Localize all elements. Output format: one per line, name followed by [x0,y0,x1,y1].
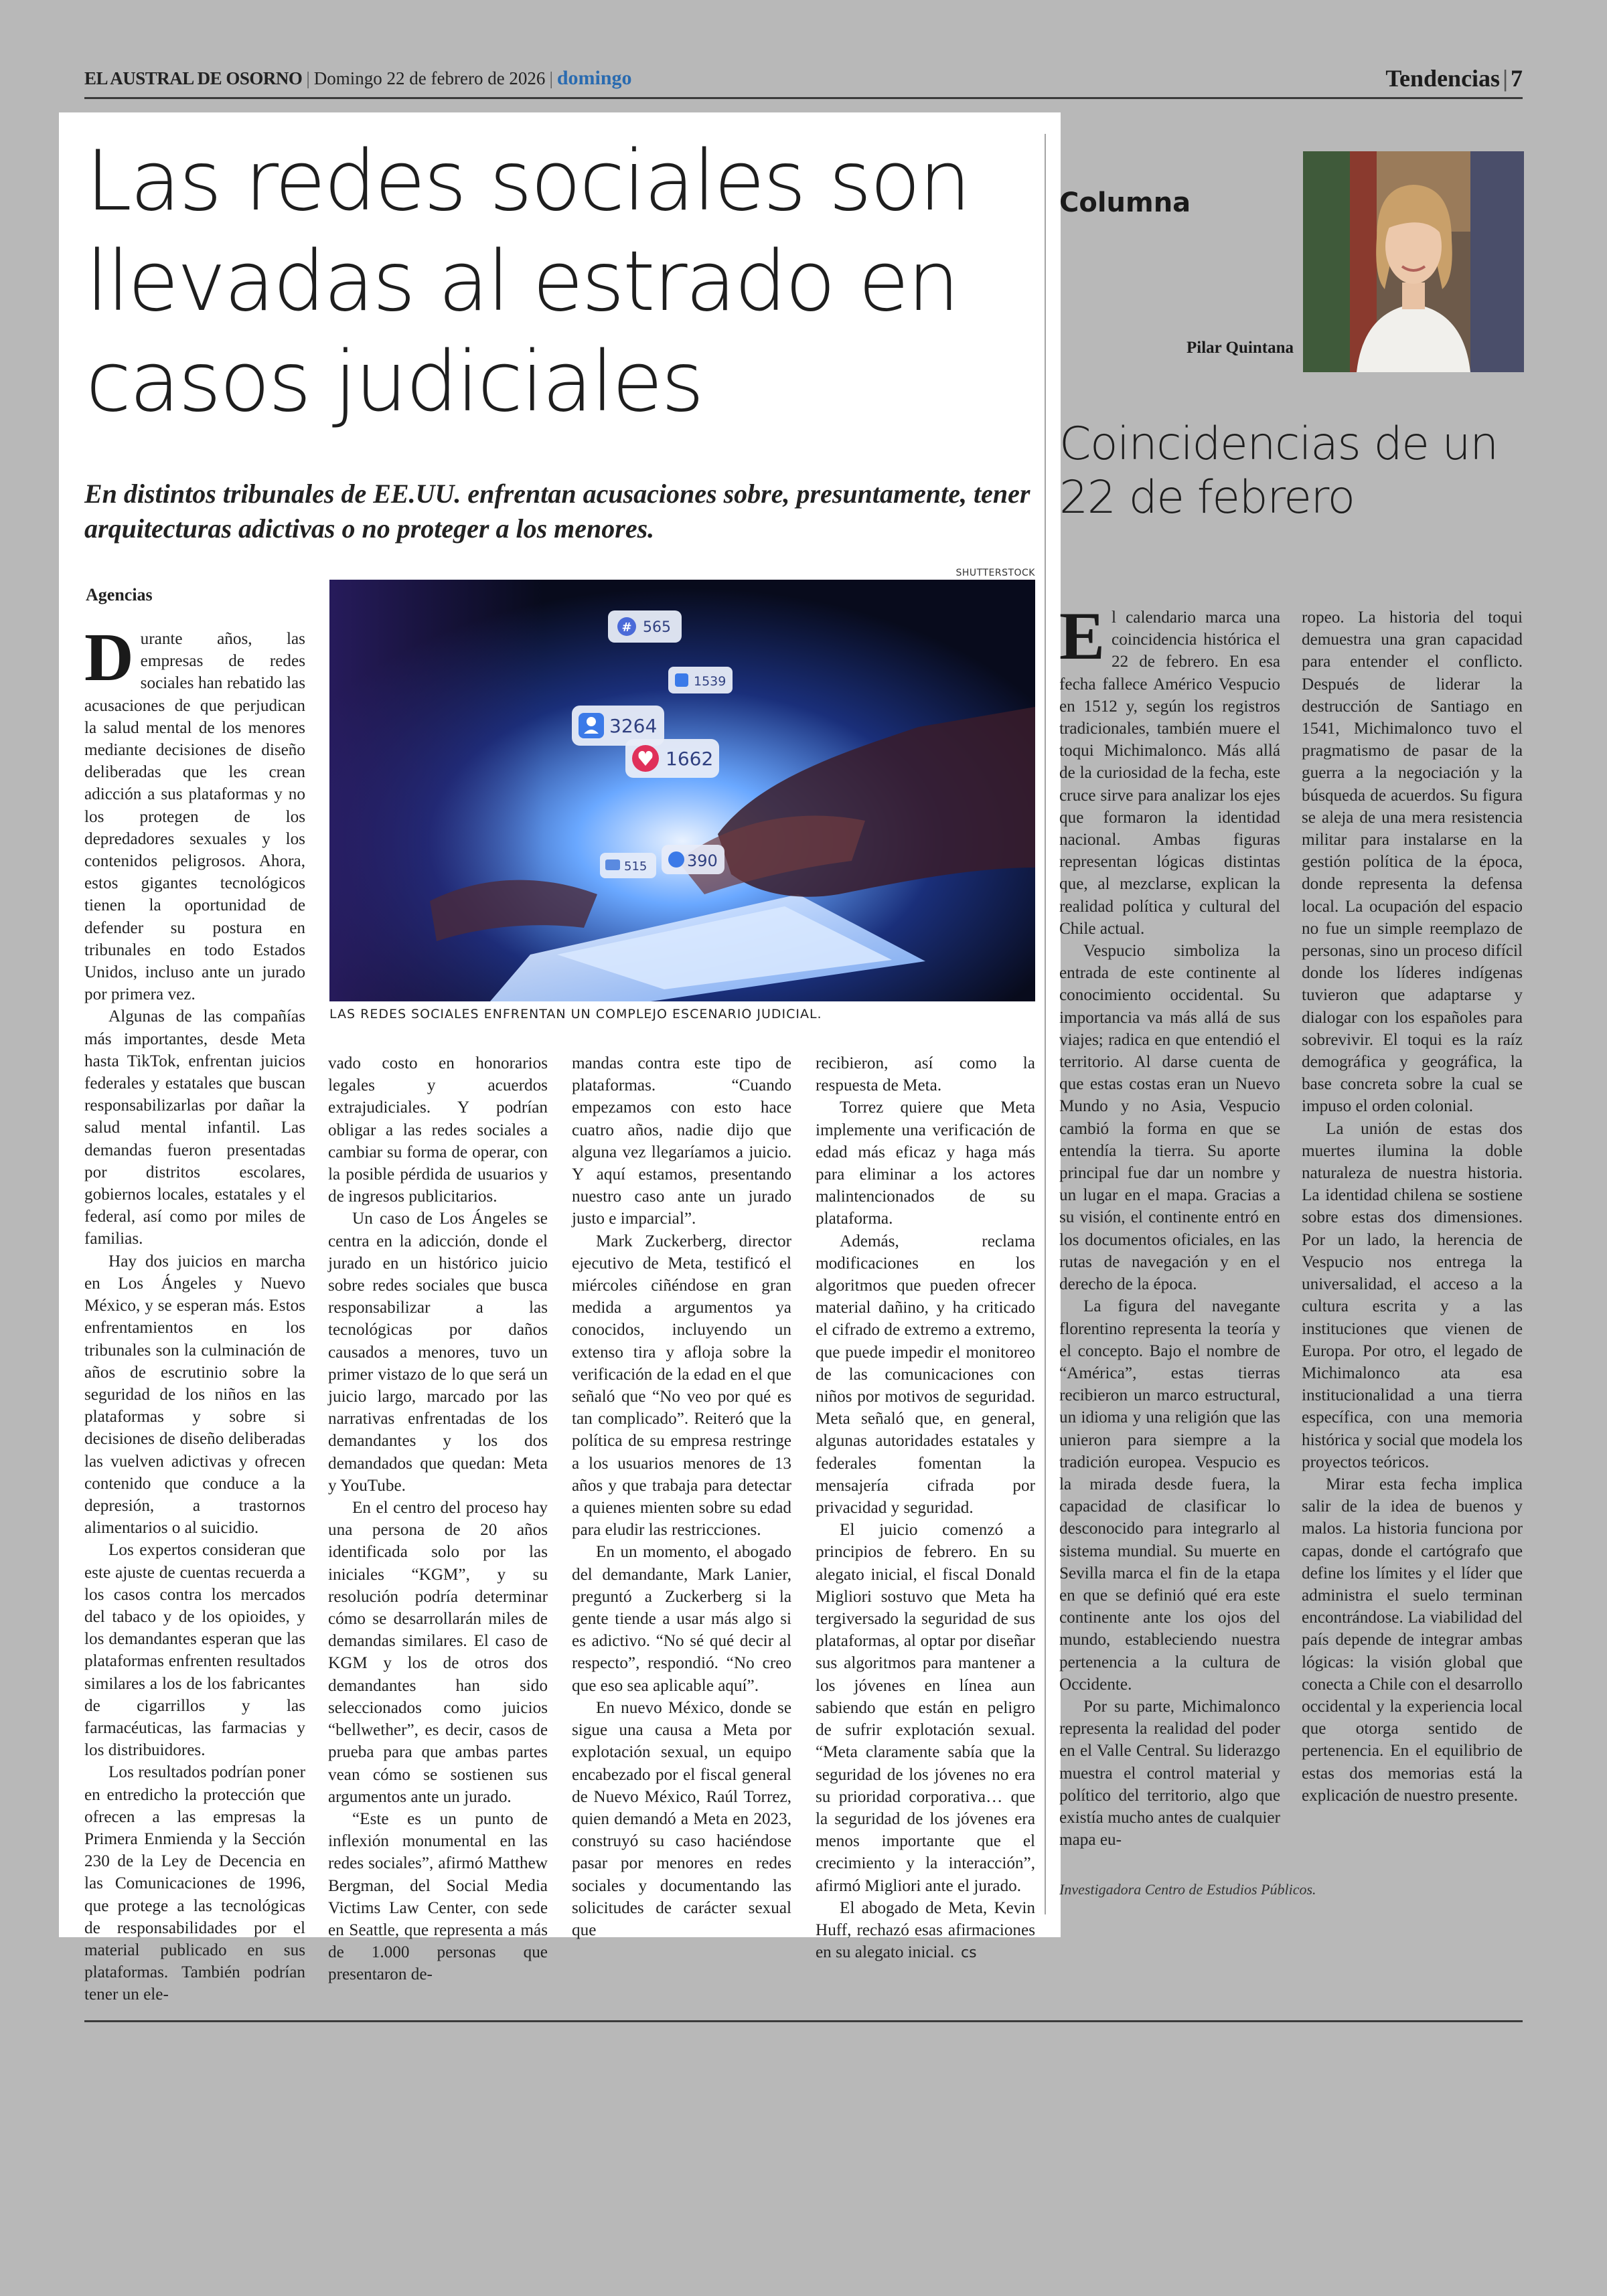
article-paragraph: Hay dos juicios en marcha en Los Ángeles y Nuevo México, y se esperan más. Estos enfrentamientos en los tribunales son la culminación de años de escrutinio sobre la seguridad de los niños en las plataformas y sobre si decisiones de diseño deliberadas las vuelven adictivas y ofrecen contenido que conduce a la depresión, a trastornos alimentarios o al suicidio. [84,1252,305,1538]
likes-count: 1539 [694,674,726,689]
opinion-dropcap: E [1059,598,1105,674]
comment-badge [662,845,724,874]
bottom-rule [84,2020,1523,2022]
opinion-paragraph: Mirar esta fecha implica salir de la idea de buenos y malos. La historia funciona por capas, donde el cartógrafo que define los límites y el líder que administra el suelo terminan encontrándose. La viabilidad del país depende de integrar ambas lógicas: la visión global que conecta a Chile con el desarrollo occidental y la experiencia local que otorga sentido de pertenencia. En el equilibrio de estas dos memorias está la explicación de nuestro presente. [1302,1475,1523,1805]
opinion-label: Columna [1059,187,1191,218]
article-paragraph: Además, reclama modificaciones en los algoritmos que pueden ofrecer material dañino, y ha criticado el cifrado de extremo a extremo, que puede impedir el monitoreo de las comunicaciones con niños por motivos de seguridad. Meta señaló que, en general, algunas autoridades estatales y federales fomentan la mensajería cifrada por privacidad y seguridad. [816,1232,1035,1518]
users-count: 3264 [609,715,658,737]
thumbs-up-badge [668,667,733,693]
hearts-count: 1662 [666,748,714,770]
article-paragraph: mandas contra este tipo de plataformas. “Cuando empezamos con esto hace cuatro años, nadie dijo que alguna vez llegaríamos a juicio. Y aquí estamos, presentando nuestro caso ante un jurado justo e imparcial”. [572,1054,791,1228]
article-paragraph: Mark Zuckerberg, director ejecutivo de Meta, testificó el miércoles ciñéndose en gran medida a argumentos ya conocidos, incluyendo un extenso tira y afloja sobre la verificación de la edad en el que señaló que “No veo por qué es tan complicado”. Reiteró que la política de su empresa restringe a los usuarios menores de 13 años y que trabaja para detectar a quienes mienten sobre su edad para eludir las restricciones. [572,1232,791,1540]
article-deck: En distintos tribunales de EE.UU. enfrentan acusaciones sobre, presuntamente, tener arquitecturas adictivas o no proteger a los menores. [84,479,1030,544]
page-number: 7 [1511,65,1523,92]
article-paragraph: En nuevo México, donde se sigue una causa a Meta por explotación sexual, un equipo encabezado por el fiscal general de Nuevo México, Raúl Torrez, quien demandó a Meta en 2023, construyó su caso haciéndose pasar por menores en redes sociales y documentando las solicitudes de carácter sexual que [572,1698,791,1939]
end-mark-icon: cs [961,1945,977,1962]
article-paragraph: “Este es un punto de inflexión monumental en las redes sociales”, afirmó Matthew Bergman, del Social Media Victims Law Center, con sede en Seattle, que representa a más de 1.000 personas que presentaron de- [328,1809,548,1984]
newspaper-name: EL AUSTRAL DE OSORNO [84,68,303,88]
section-name: domingo [556,67,632,89]
phone-social-media-illustration [329,580,1035,1001]
article-paragraph: En el centro del proceso hay una persona de 20 años identificada solo por las iniciales “KGM”, y su resolución podría determinar cómo se desarrollarán miles de demandas similares. El caso de KGM y los de otros dos demandantes han sido seleccionados como juicios “bellwether”, es decir, casos de prueba para que ambas partes vean cómo se sostienen sus argumentos ante un jurado. [328,1499,548,1806]
photo-caption: LAS REDES SOCIALES ENFRENTAN UN COMPLEJO ESCENARIO JUDICIAL. [329,1007,822,1021]
article-paragraph: vado costo en honorarios legales y acuerdos extrajudiciales. Y podrían obligar a las redes sociales a cambiar su forma de operar, con la posible pérdida de usuarios y de ingresos publicitarios. [328,1054,548,1206]
article-column-1 [84,620,305,2004]
column-divider [1045,134,1046,1914]
opinion-column-2 [1302,606,1523,1878]
opinion-paragraph: ropeo. La historia del toqui demuestra una gran capacidad para entender el conflicto. Después de liderar la destrucción de Santiago en 1541, Michimalonco tuvo el pragmatismo de pasar de la guerra a la negociación y la búsqueda de acuerdos. Su figura se aleja de una mera resistencia militar para instalarse en la gestión política de la época, donde representa la defensa local. La ocupación del espacio no fue un simple reemplazo de personas, sino un proceso difícil donde los líderes indígenas tuvieron que adaptarse y dialogar con los españoles para sobrevivir. El toqui es la raíz demográfica y geográfica, la base concreta sobre la cual se impuso el orden colonial. [1302,608,1523,1116]
article-paragraph: Un caso de Los Ángeles se centra en la adicción, donde el jurado en un histórico juicio sobre redes sociales que busca responsabilizar a las tecnológicas por daños causados a menores, tuvo un primer vistazo de lo que será un juicio largo, marcado por las narrativas enfrentadas de los demandantes y los dos demandados que quedan: Meta y YouTube. [328,1210,548,1495]
article-paragraph: recibieron, así como la respuesta de Meta. [816,1054,1035,1095]
folio-section-page: Tendencias | 7 [1385,65,1523,92]
author-name: Pilar Quintana [1187,339,1294,357]
article-final-text: El abogado de Meta, Kevin Huff, rechazó esas afirmaciones en su alegato inicial. [816,1898,1035,1962]
author-photo-icon [1303,151,1524,372]
opinion-title: Coincidencias de un 22 de febrero [1059,418,1498,524]
opinion-paragraph: La unión de estas dos muertes ilumina la doble naturaleza de nuestra historia. La identidad chilena se sostiene sobre estas dos dimensiones. Por un lado, la herencia de Vespucio nos entrega la universalidad, el acceso a la cultura escrita y a las instituciones que vienen de Europa. Por otro, el legado de Michimalonco ata esa institucionalidad a una tierra específica, con una memoria histórica y social que modela los proyectos teóricos. [1302,1119,1523,1471]
author-portrait [1303,151,1524,372]
author-affiliation: Investigadora Centro de Estudios Públicos. [1059,1881,1316,1898]
photo-credit: SHUTTERSTOCK [955,568,1035,578]
comments-count: 390 [687,851,718,870]
hashtag-badge [608,610,682,643]
folio-masthead: EL AUSTRAL DE OSORNO | Domingo 22 de febrero de 2026 | domingo [84,67,632,89]
hashtag-count: 565 [643,619,671,636]
article-paragraph: urante años, las empresas de redes sociales han rebatido las acusaciones de que perjudican la salud mental de los menores mediante decisiones de diseño deliberadas que les crean adicción a sus plataformas y no los protegen de los depredadores sexuales y los contenidos peligrosos. Ahora, estos gigantes tecnológicos tienen la oportunidad de defender su postura en tribunales en todo Estados Unidos, incluso ante un jurado por primera vez. [84,630,305,1004]
opinion-paragraph: Por su parte, Michimalonco representa la realidad del poder en el Valle Central. Su liderazgo muestra el control material y político del territorio, algo que existía mucho antes de cualquier mapa eu- [1059,1697,1280,1850]
article-column-2 [328,1052,548,1984]
article-column-4 [816,1052,1035,1962]
opinion-paragraph: La figura del navegante florentino representa la teoría y el concepto. Bajo el nombre de “América”, estas tierras recibieron un marco estructural, un idioma y una religión que las unieron para siempre a la tradición europea. Vespucio es la mirada desde fuera, la capacidad de clasificar lo desconocido para integrarlo al sistema mundial. Su muerte en Sevilla marca el fin de la etapa en que se definió qué era este continente ante los ojos del mundo, estableciendo nuestra pertenencia a la cultura de Occidente. [1059,1297,1280,1694]
svg-text:#: # [621,621,632,635]
article-paragraph: El juicio comenzó a principios de febrero. En su alegato inicial, el fiscal Donald Migliori sostuvo que Meta ha tergiversado la seguridad de sus plataformas, al optar por diseñar sus algoritmos para mantener a los jóvenes en línea aun sabiendo que están en peligro de sufrir explotación sexual. “Meta claramente sabía que la seguridad de los jóvenes no era su prioridad corporativa… que la seguridad de los jóvenes era menos importante que el crecimiento y la interacción”, afirmó Migliori ante el jurado. [816,1521,1035,1895]
right-section-name: Tendencias [1385,65,1501,92]
article-headline: Las redes sociales son llevadas al estrado en casos judiciales [86,133,970,430]
opinion-column-1 [1059,598,1280,1878]
article-column-3 [572,1052,791,1939]
article-paragraph: Los expertos consideran que este ajuste de cuentas recuerda a los casos contra los mercados del tabaco y de los opioides, y los demandantes esperan que las plataformas enfrenten resultados similares a los de los fabricantes de cigarrillos y las farmacéuticas, las farmacias y los distribuidores. [84,1541,305,1760]
article-dropcap: D [84,620,134,695]
opinion-paragraph: l calendario marca una coincidencia histórica el 22 de febrero. En esa fecha fallece Américo Vespucio en 1512 y, según los registros tradicionales, también muere el toqui Michimalonco. Más allá de la curiosidad de la fecha, este cruce sirve para analizar los ejes que formaron la identidad nacional. Ambas figuras representan lógicas distintas que, al mezclarse, explican la realidad política y cultural del Chile actual. [1059,608,1280,938]
article-paragraph: Torrez quiere que Meta implemente una verificación de edad más eficaz y haga más para eliminar a los actores malintencionados de su plataforma. [816,1098,1035,1228]
article-byline: Agencias [86,585,153,604]
mail-badge [600,853,656,878]
heart-badge [625,739,719,778]
issue-date: Domingo 22 de febrero de 2026 [313,68,546,88]
page-folio [84,64,1523,99]
article-paragraph: En un momento, el abogado del demandante, Mark Lanier, preguntó a Zuckerberg si la gente tiende a usar más algo si es adictivo. “No sé qué decir al respecto”, respondió. “No creo que eso sea aplicable aquí”. [572,1543,791,1695]
article-paragraph [816,1897,1035,1965]
article-paragraph: Los resultados podrían poner en entredicho la protección que ofrecen a las empresas la Primera Enmienda y la Sección 230 de la Ley de Decencia en las Comunicaciones de 1996, que protege a las tecnológicas de responsabilidades por el material publicado en sus plataformas. También podrían tener un ele- [84,1763,305,2004]
article-photo [329,580,1035,1001]
mail-count: 515 [624,859,647,874]
opinion-paragraph: Vespucio simboliza la entrada de este continente al conocimiento occidental. Su importancia va más allá de sus viajes; radica en que entendió el territorio. Al darse cuenta de que estas costas eran un Nuevo Mundo y no Asia, Vespucio cambió la forma en que se entendía la tierra. Su aporte principal fue dar un nombre y un lugar en el mapa. Gracias a su visión, el continente entró en los documentos oficiales, en las rutas de navegación y en el derecho de la época. [1059,942,1280,1294]
article-paragraph: Algunas de las compañías más importantes, desde Meta hasta TikTok, enfrentan juicios federales y estatales que buscan responsabilizarlas por dañar la salud mental infantil. Las demandas fueron presentadas por distritos escolares, gobiernos locales, estatales y el federal, así como por miles de familias. [84,1007,305,1248]
